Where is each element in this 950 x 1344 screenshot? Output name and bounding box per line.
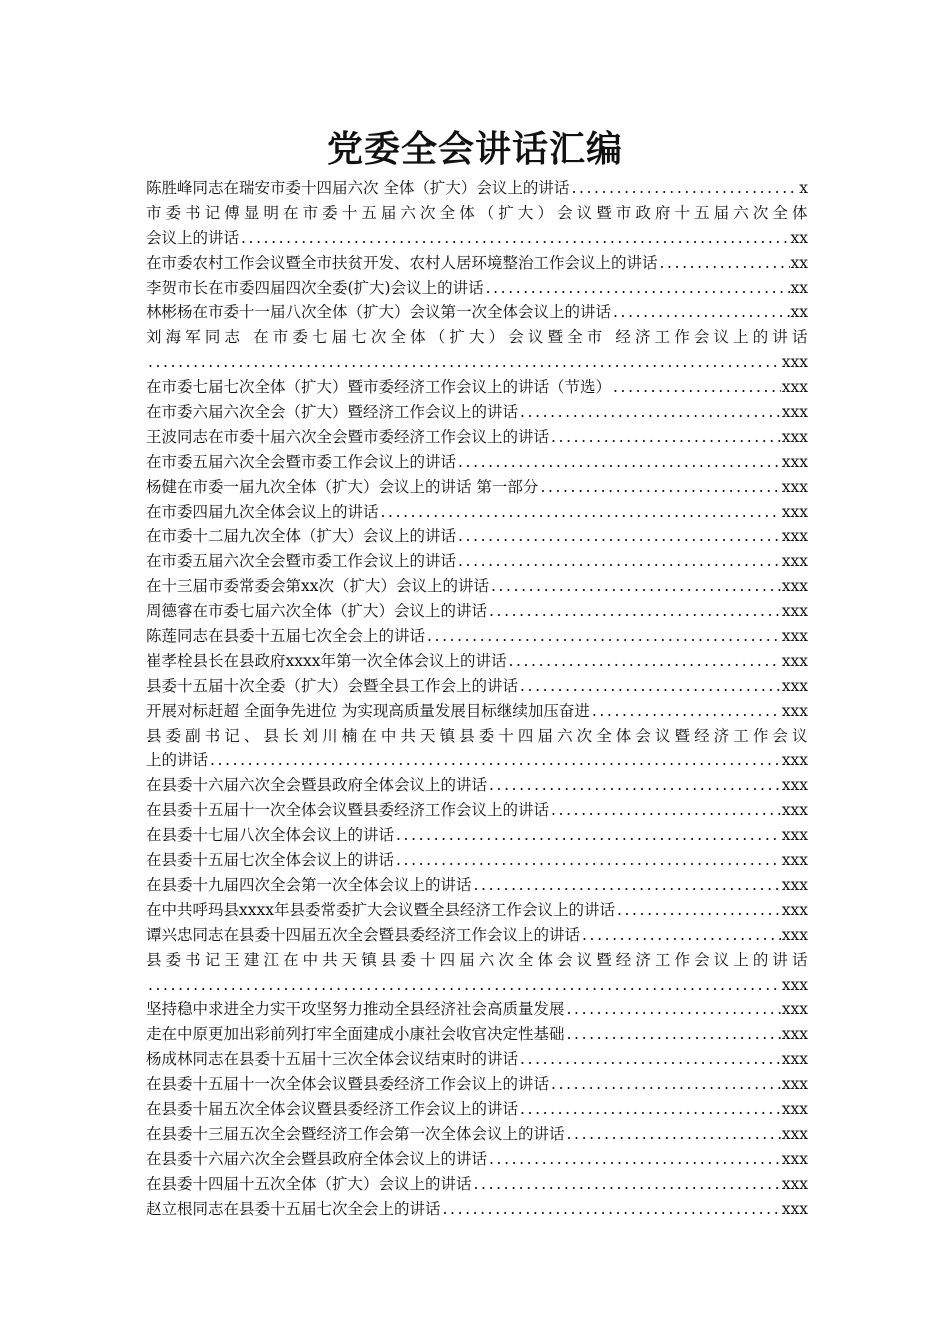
toc-entry-title: 在市委农村工作会议暨全市扶贫开发、农村人居环境整治工作会议上的讲话 <box>146 253 658 272</box>
toc-entry-title: 在县委十三届五次全会暨经济工作会第一次全体会议上的讲话 <box>146 1124 565 1143</box>
dot-leader <box>425 624 781 649</box>
toc-entry-title: 周德睿在市委七届六次全体（扩大）会议上的讲话 <box>146 602 488 621</box>
toc-entry[interactable] <box>146 898 808 923</box>
toc-entry-title: 在市委五届六次全会暨市委工作会议上的讲话 <box>146 552 457 571</box>
dot-leader <box>565 997 781 1022</box>
toc-entry[interactable] <box>146 450 808 475</box>
dot-leader <box>456 450 781 475</box>
toc-entry[interactable] <box>146 1022 808 1047</box>
dot-leader <box>590 699 781 724</box>
toc-entry[interactable] <box>146 923 808 948</box>
toc-entry-title: 在县委十五届七次全体会议上的讲话 <box>146 851 395 870</box>
toc-entry[interactable] <box>146 1147 808 1172</box>
toc-entry-title: 赵立根同志在县委十五届七次全会上的讲话 <box>146 1199 441 1218</box>
toc-page-number: xxx <box>781 1124 808 1143</box>
dot-leader <box>518 1047 781 1072</box>
toc-page-number: xxx <box>781 1025 808 1044</box>
toc-entry-title: 林彬杨在市委十一届八次全体（扩大）会议第一次全体会议上的讲话 <box>146 303 612 322</box>
dot-leader <box>518 1097 781 1122</box>
toc-page-number: xxx <box>781 627 808 646</box>
dot-leader <box>580 923 781 948</box>
toc-entry[interactable] <box>146 425 808 450</box>
toc-entry-title: 在县委十七届八次全体会议上的讲话 <box>146 826 395 845</box>
toc-page-number: xx <box>790 303 808 322</box>
toc-entry-title: 会议上的讲话 <box>146 228 240 247</box>
dot-leader <box>489 574 781 599</box>
dot-leader <box>569 176 798 201</box>
dot-leader <box>239 226 790 251</box>
toc-page-number: xxx <box>781 1099 808 1118</box>
toc-entry-title: 杨健在市委一届九次全体（扩大）会议上的讲话 第一部分 <box>146 477 539 496</box>
toc-entry[interactable] <box>146 549 808 574</box>
toc-entry-title: 陈莲同志在县委十五届七次全会上的讲话 <box>146 627 426 646</box>
toc-entry-title: 谭兴忠同志在县委十四届五次全会暨县委经济工作会议上的讲话 <box>146 925 581 944</box>
dot-leader <box>518 400 781 425</box>
toc-page-number: xxx <box>781 602 808 621</box>
toc-page-number: xxx <box>781 801 808 820</box>
toc-entry[interactable] <box>146 1047 808 1072</box>
toc-entry-title: 杨成林同志在县委十五届十三次全体会议结束时的讲话 <box>146 1050 519 1069</box>
dot-leader <box>565 1122 781 1147</box>
toc-page-number: xxx <box>781 1050 808 1069</box>
toc-page-number: xxx <box>781 900 808 919</box>
toc-entry[interactable] <box>146 400 808 425</box>
toc-entry[interactable] <box>146 948 808 998</box>
toc-entry[interactable] <box>146 251 808 276</box>
dot-leader <box>146 350 781 375</box>
dot-leader <box>472 873 781 898</box>
toc-entry-title: 在县委十五届十一次全体会议暨县委经济工作会议上的讲话 <box>146 801 550 820</box>
toc-page-number: xxx <box>781 502 808 521</box>
toc-entry[interactable] <box>146 201 808 251</box>
toc-entry-title: 上的讲话 <box>146 751 209 770</box>
dot-leader <box>611 300 790 325</box>
toc-entry[interactable] <box>146 649 808 674</box>
toc-entry-title: 开展对标赶超 全面争先进位 为实现高质量发展目标继续加压奋进 <box>146 701 590 720</box>
toc-page-number: xx <box>790 253 808 272</box>
toc-entry[interactable] <box>146 176 808 201</box>
dot-leader <box>565 1022 781 1047</box>
toc-entry[interactable] <box>146 325 808 375</box>
dot-leader <box>487 773 781 798</box>
toc-page-number: xxx <box>781 452 808 471</box>
toc-page-number: xxx <box>781 427 808 446</box>
toc-page-number: xxx <box>781 925 808 944</box>
toc-entry[interactable] <box>146 574 808 599</box>
dot-leader <box>549 425 781 450</box>
toc-entry-title-line: 县委书记王建江在中共天镇县委十四届六次全体会议暨经济工作会议上的讲话 <box>146 950 808 969</box>
dot-leader <box>394 823 781 848</box>
toc-page-number: xxx <box>781 1149 808 1168</box>
dot-leader <box>441 1197 781 1222</box>
toc-page-number: xxx <box>781 776 808 795</box>
toc-page-number: xxx <box>781 403 808 422</box>
toc-entry[interactable] <box>146 798 808 823</box>
toc-entry[interactable] <box>146 699 808 724</box>
toc-page-number: x <box>799 179 808 197</box>
table-of-contents <box>146 176 808 1221</box>
toc-entry-title: 在市委四届九次全体会议上的讲话 <box>146 502 379 521</box>
toc-entry[interactable] <box>146 1172 808 1197</box>
dot-leader <box>615 898 781 923</box>
toc-page-number: xxx <box>781 975 808 994</box>
toc-entry-title-line: 县委副书记、县长刘川楠在中共天镇县委十四届六次全体会议暨经济工作会议 <box>146 726 808 745</box>
toc-entry[interactable] <box>146 500 808 525</box>
toc-page-number: xxx <box>781 826 808 845</box>
toc-page-number: xxx <box>781 875 808 894</box>
toc-entry-title: 李贺市长在市委四届四次全委(扩大)会议上的讲话 <box>146 278 484 297</box>
toc-entry-title: 在县委十届五次全体会议暨县委经济工作会议上的讲话 <box>146 1099 519 1118</box>
toc-page-number: xxx <box>781 701 808 720</box>
toc-page-number: xxx <box>781 477 808 496</box>
dot-leader <box>379 500 781 525</box>
toc-entry-title: 走在中原更加出彩前列打牢全面建成小康社会收官决定性基础 <box>146 1025 565 1044</box>
toc-entry-title: 陈胜峰同志在瑞安市委十四届六次 全体（扩大）会议上的讲话 <box>146 179 570 197</box>
dot-leader <box>146 973 781 998</box>
toc-entry-title: 在中共呼玛县xxxx年县委常委扩大会议暨全县经济工作会议上的讲话 <box>146 900 615 919</box>
toc-entry-title: 坚持稳中求进全力实干攻坚努力推动全县经济社会高质量发展 <box>146 1000 565 1019</box>
toc-entry[interactable] <box>146 823 808 848</box>
toc-page-number: xxx <box>781 676 808 695</box>
toc-entry[interactable] <box>146 475 808 500</box>
toc-entry[interactable] <box>146 1097 808 1122</box>
toc-entry[interactable] <box>146 674 808 699</box>
toc-entry-title: 在市委五届六次全会暨市委工作会议上的讲话 <box>146 452 457 471</box>
toc-entry-title: 在县委十四届十五次全体（扩大）会议上的讲话 <box>146 1174 472 1193</box>
toc-entry[interactable] <box>146 997 808 1022</box>
dot-leader <box>487 599 781 624</box>
toc-entry-title: 在县委十五届十一次全体会议暨县委经济工作会议上的讲话 <box>146 1075 550 1094</box>
toc-page-number: xx <box>790 228 808 247</box>
dot-leader <box>472 1172 781 1197</box>
toc-entry[interactable] <box>146 524 808 549</box>
dot-leader <box>549 1072 781 1097</box>
toc-page-number: xxx <box>781 577 808 596</box>
toc-entry[interactable] <box>146 773 808 798</box>
toc-page-number: xxx <box>781 651 808 670</box>
toc-page-number: xxx <box>781 851 808 870</box>
dot-leader <box>456 524 781 549</box>
toc-entry[interactable] <box>146 873 808 898</box>
toc-entry[interactable] <box>146 1122 808 1147</box>
toc-page-number: xxx <box>781 1075 808 1094</box>
dot-leader <box>208 748 781 773</box>
toc-entry-title: 在市委七届七次全体（扩大）暨市委经济工作会议上的讲话（节选） <box>146 378 612 397</box>
dot-leader <box>487 1147 781 1172</box>
toc-entry[interactable] <box>146 276 808 301</box>
dot-leader <box>506 649 780 674</box>
toc-entry[interactable] <box>146 599 808 624</box>
toc-entry-title: 王波同志在市委十届六次全会暨市委经济工作会议上的讲话 <box>146 427 550 446</box>
toc-entry[interactable] <box>146 300 808 325</box>
toc-entry[interactable] <box>146 624 808 649</box>
toc-entry[interactable] <box>146 1072 808 1097</box>
toc-entry-title-line: 刘海军同志 在市委七届七次全体（扩大）会议暨全市 经济工作会议上的讲话 <box>146 328 808 347</box>
toc-page-number: xxx <box>781 751 808 770</box>
dot-leader <box>549 798 781 823</box>
toc-entry-title: 在县委十六届六次全会暨县政府全体会议上的讲话 <box>146 1149 488 1168</box>
dot-leader <box>394 848 781 873</box>
toc-page-number: xxx <box>781 1000 808 1019</box>
document-title: 党委全会讲话汇编 <box>326 128 623 170</box>
toc-entry-title: 县委十五届十次全委（扩大）会暨全县工作会上的讲话 <box>146 676 519 695</box>
toc-entry-title: 在十三届市委常委会第xx次（扩大）会议上的讲话 <box>146 577 489 596</box>
toc-entry[interactable] <box>146 1197 808 1222</box>
toc-entry-title: 在市委六届六次全会（扩大）暨经济工作会议上的讲话 <box>146 403 519 422</box>
toc-entry[interactable] <box>146 848 808 873</box>
toc-entry-title: 在市委十二届九次全体（扩大）会议上的讲话 <box>146 527 457 546</box>
dot-leader <box>658 251 790 276</box>
toc-page-number: xxx <box>781 1174 808 1193</box>
toc-entry-title-line: 市委书记傅显明在市委十五届六次全体（扩大）会议暨市政府十五届六次全体 <box>146 203 808 222</box>
toc-page-number: xxx <box>781 552 808 571</box>
toc-page-number: xxx <box>781 378 808 397</box>
dot-leader <box>518 674 781 699</box>
toc-page-number: xx <box>790 278 808 297</box>
toc-page-number: xxx <box>781 353 808 372</box>
toc-page-number: xxx <box>781 1199 808 1218</box>
dot-leader <box>538 475 780 500</box>
toc-entry-title: 崔孝栓县长在县政府xxxx年第一次全体会议上的讲话 <box>146 651 507 670</box>
toc-entry[interactable] <box>146 375 808 400</box>
toc-entry[interactable] <box>146 724 808 774</box>
toc-entry-title: 在县委十九届四次全会第一次全体会议上的讲话 <box>146 875 472 894</box>
toc-entry-title: 在县委十六届六次全会暨县政府全体会议上的讲话 <box>146 776 488 795</box>
dot-leader <box>611 375 781 400</box>
dot-leader <box>456 549 781 574</box>
toc-page-number: xxx <box>781 527 808 546</box>
dot-leader <box>484 276 790 301</box>
